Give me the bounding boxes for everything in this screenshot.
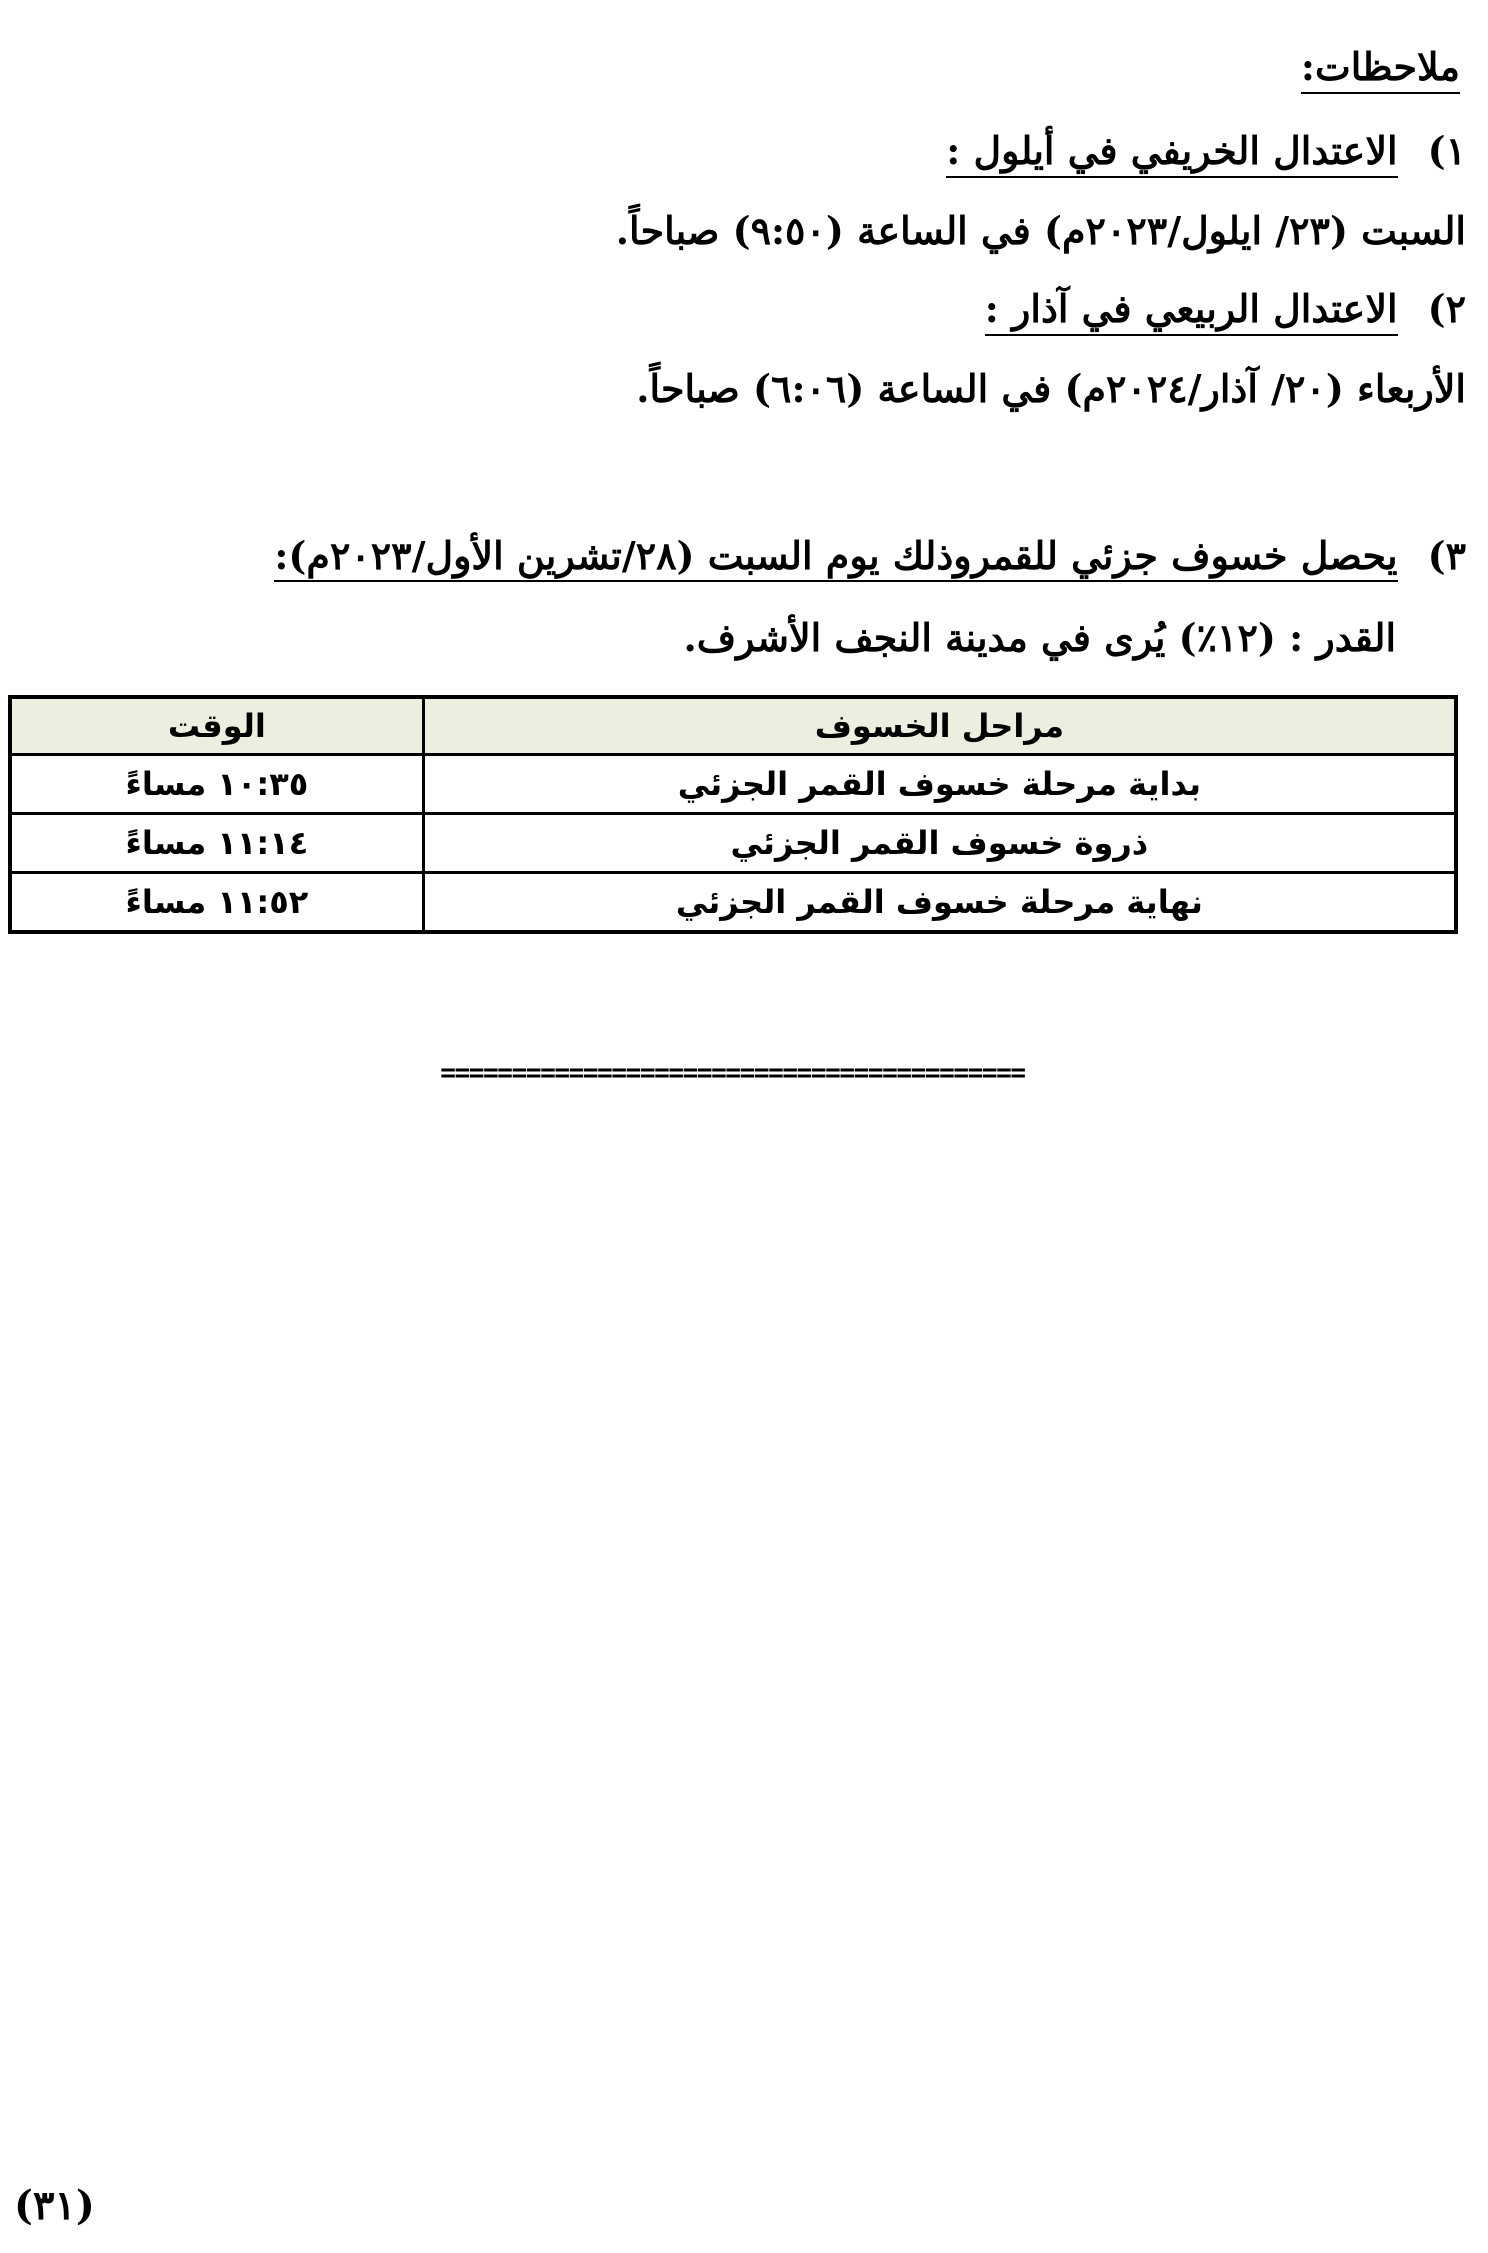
header-stage: مراحل الخسوف (423, 697, 1456, 755)
time-cell: ١١:١٤ مساءً (10, 814, 423, 873)
time-cell: ١٠:٣٥ مساءً (10, 755, 423, 814)
spring-equinox-date: الأربعاء (٢٠/ آذار/٢٠٢٤م) في الساعة (٦:٠٦) صباحاً. (636, 366, 1466, 411)
item-number: ٣) (1427, 533, 1466, 578)
stage-cell: بداية مرحلة خسوف القمر الجزئي (423, 755, 1456, 814)
spring-equinox-title (22, 288, 1466, 330)
stage-cell: نهاية مرحلة خسوف القمر الجزئي (423, 873, 1456, 933)
spring-equinox-title-text: الاعتدال الربيعي في آذار : (985, 286, 1398, 336)
autumn-equinox-title (22, 130, 1466, 172)
table-row (10, 755, 1456, 814)
autumn-equinox-date: السبت (٢٣/ ايلول/٢٠٢٣م) في الساعة (٩:٥٠) صباحاً. (615, 208, 1466, 253)
time-cell: ١١:٥٢ مساءً (10, 873, 423, 933)
stage-cell: ذروة خسوف القمر الجزئي (423, 814, 1456, 873)
item-number: ٢) (1427, 286, 1466, 331)
notes-heading-text: ملاحظات: (1301, 44, 1460, 94)
lunar-eclipse-title (22, 535, 1466, 582)
autumn-equinox-title-text: الاعتدال الخريفي في أيلول : (946, 128, 1397, 178)
item-number: ١) (1427, 128, 1466, 173)
section-separator: ========================================= (440, 1058, 1025, 1088)
lunar-eclipse-title-text: يحصل خسوف جزئي للقمروذلك يوم السبت (٢٨/تشرين الأول/٢٠٢٣م): (274, 535, 1397, 582)
eclipse-stages-table (8, 695, 1458, 934)
notes-heading (22, 46, 1460, 88)
lunar-eclipse-magnitude: القدر : (١٢٪) يُرى في مدينة النجف الأشرف. (683, 615, 1396, 660)
page-number: (٣١) (14, 2182, 95, 2229)
table-header-row (10, 697, 1456, 755)
table-row (10, 814, 1456, 873)
table-row (10, 873, 1456, 933)
header-time: الوقت (10, 697, 423, 755)
